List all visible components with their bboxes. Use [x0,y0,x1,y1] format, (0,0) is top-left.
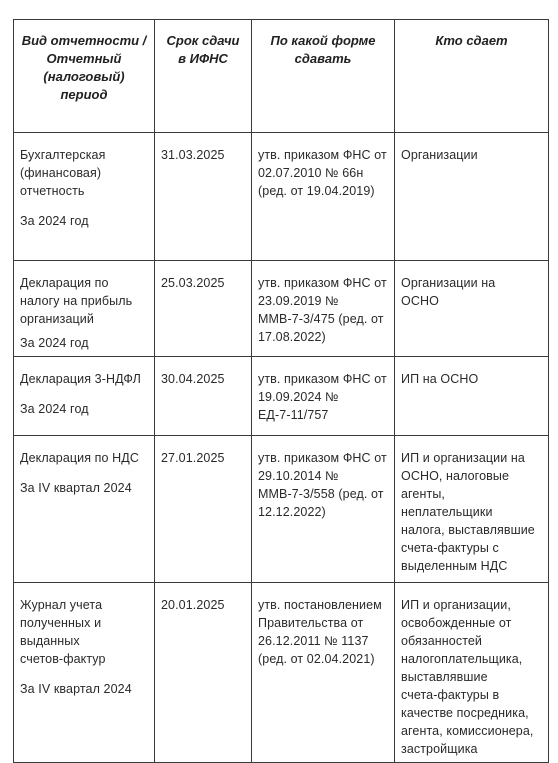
who-cell [395,583,549,763]
report-type-cell [14,436,155,583]
table-row [14,357,549,436]
who-line: ИП и организации на [401,451,525,465]
report-type-line: полученных и [20,616,102,630]
who-line: налога, выставлявшие [401,523,535,537]
form-line: (ред. от 02.04.2021) [258,652,375,666]
who-line: счета-фактуры с [401,541,499,555]
header-line: Отчетный [46,51,122,66]
header-line: (налоговый) [43,69,125,84]
form-line: 17.08.2022) [258,330,326,344]
report-type-line: Декларация 3-НДФЛ [20,372,141,386]
header-line: период [60,87,108,102]
deadline-date: 25.03.2025 [161,276,225,290]
form-line: утв. приказом ФНС от [258,451,387,465]
header-line: Срок сдачи [166,33,240,48]
form-line: утв. приказом ФНС от [258,372,387,386]
form-cell [252,583,395,763]
report-type-line: выданных [20,634,80,648]
who-line: ОСНО [401,294,439,308]
form-line: 23.09.2019 № [258,294,339,308]
form-line: (ред. от 19.04.2019) [258,184,375,198]
who-line: обязанностей [401,634,483,648]
report-type-line: отчетность [20,184,85,198]
who-line: налогоплательщика, [401,652,523,666]
who-line: Организации [401,148,478,162]
form-line: 29.10.2014 № [258,469,339,483]
header-report-type-text [14,20,154,104]
tax-reporting-table [13,19,549,763]
report-type-cell [14,133,155,261]
who-line: агенты, [401,487,445,501]
form-cell [252,133,395,261]
deadline-cell [155,436,252,583]
who-line: застройщика [401,742,478,756]
deadline-cell [155,133,252,261]
deadline-date: 30.04.2025 [161,372,225,386]
table-row [14,133,549,261]
report-type-line: налогу на прибыль [20,294,133,308]
who-line: качестве посредника, [401,706,529,720]
header-deadline-text [155,20,251,68]
table-row [14,583,549,763]
form-line: 26.12.2011 № 1137 [258,634,369,648]
form-line: утв. приказом ФНС от [258,148,387,162]
header-line: Вид отчетности / [21,33,147,48]
deadline-date: 31.03.2025 [161,148,225,162]
form-line: 19.09.2024 № [258,390,339,404]
form-line: ММВ-7-3/475 (ред. от [258,312,384,326]
who-line: неплательщики [401,505,493,519]
header-form-text [252,20,394,68]
who-line: ОСНО, налоговые [401,469,510,483]
who-line: ИП на ОСНО [401,372,479,386]
form-cell [252,436,395,583]
header-who-text [395,20,548,50]
report-period: За 2024 год [20,336,89,350]
report-period: За 2024 год [20,402,89,416]
form-line: Правительства от [258,616,364,630]
report-period: За IV квартал 2024 [20,481,132,495]
report-period: За IV квартал 2024 [20,682,132,696]
deadline-cell [155,261,252,357]
deadline-cell [155,357,252,436]
report-type-cell [14,583,155,763]
who-cell [395,261,549,357]
who-line: счета-фактуры в [401,688,500,702]
header-who [395,20,549,133]
who-line: выделенным НДС [401,559,508,573]
report-type-line: (финансовая) [20,166,102,180]
table-row [14,261,549,357]
form-cell [252,261,395,357]
report-type-line: счетов-фактур [20,652,106,666]
deadline-date: 27.01.2025 [161,451,225,465]
who-cell [395,436,549,583]
who-cell [395,133,549,261]
report-type-line: Декларация по [20,276,109,290]
who-line: освобожденные от [401,616,512,630]
form-line: 02.07.2010 № 66н [258,166,364,180]
who-line: выставлявшие [401,670,488,684]
report-period: За 2024 год [20,214,89,228]
header-line: По какой форме [270,33,376,48]
form-line: утв. постановлением [258,598,382,612]
deadline-date: 20.01.2025 [161,598,225,612]
report-type-line: организаций [20,312,94,326]
form-cell [252,357,395,436]
report-type-cell [14,357,155,436]
header-form [252,20,395,133]
who-cell [395,357,549,436]
who-line: Организации на [401,276,496,290]
header-line: сдавать [294,51,352,66]
report-type-line: Декларация по НДС [20,451,139,465]
table-header-row [14,20,549,133]
deadline-cell [155,583,252,763]
form-line: ЕД-7-11/757 [258,408,329,422]
header-line: Кто сдает [435,33,508,48]
header-report-type [14,20,155,133]
form-line: ММВ-7-3/558 (ред. от [258,487,384,501]
form-line: утв. приказом ФНС от [258,276,387,290]
table-row [14,436,549,583]
header-deadline [155,20,252,133]
report-type-line: Бухгалтерская [20,148,106,162]
report-type-line: Журнал учета [20,598,103,612]
report-type-cell [14,261,155,357]
who-line: агента, комиссионера, [401,724,534,738]
header-line: в ИФНС [178,51,228,66]
form-line: 12.12.2022) [258,505,326,519]
who-line: ИП и организации, [401,598,511,612]
